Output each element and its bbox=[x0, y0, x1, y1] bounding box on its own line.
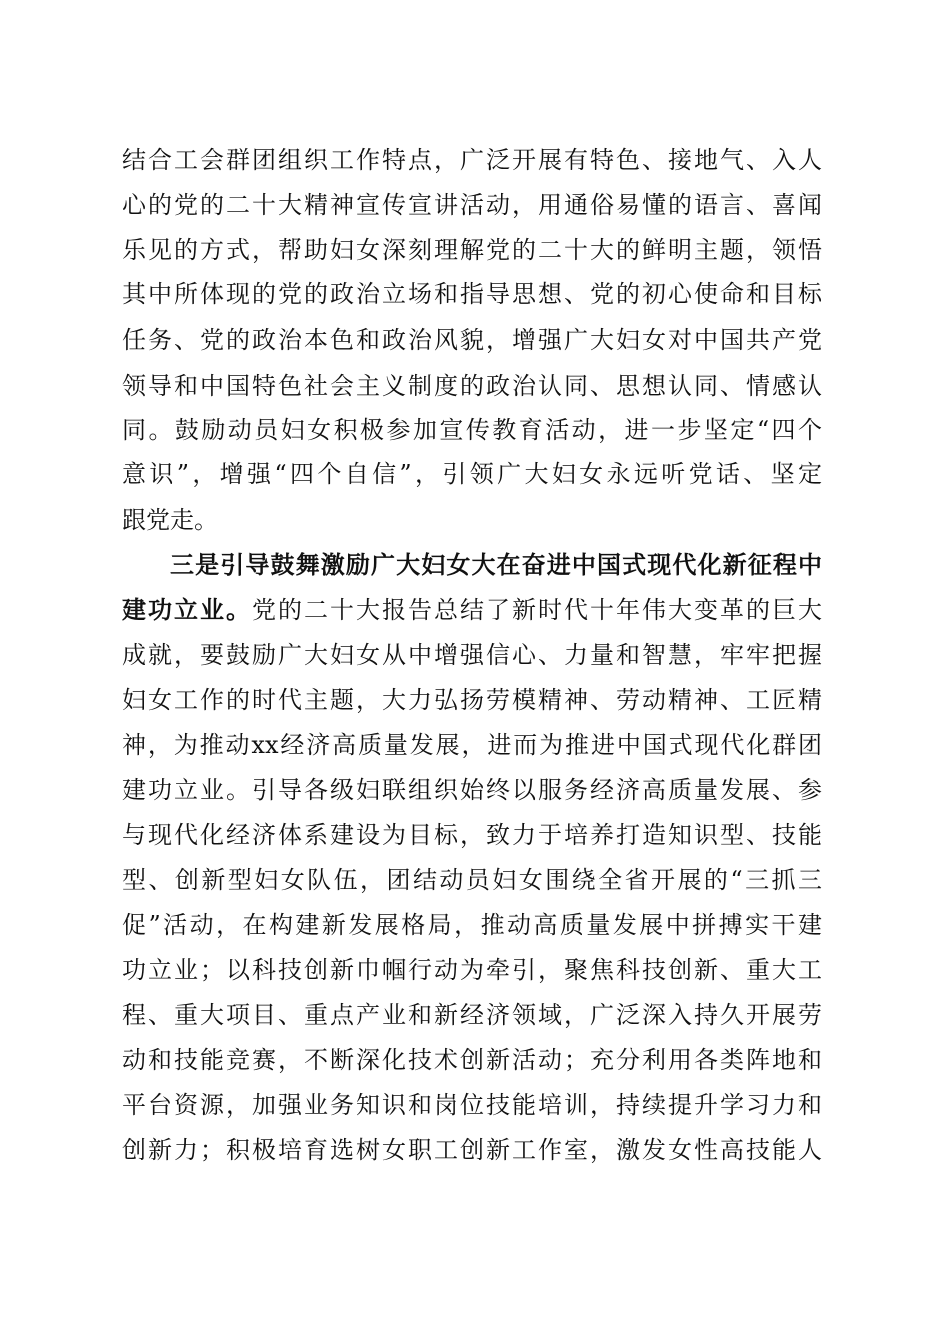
paragraph-1-line: 意识”，增强“四个自信”，引领广大妇女永远听党话、坚定 bbox=[122, 460, 822, 488]
paragraph-2-line: 平台资源，加强业务知识和岗位技能培训，持续提升学习力和 bbox=[122, 1091, 822, 1119]
paragraph-2-line: 功立业；以科技创新巾帼行动为牵引，聚焦科技创新、重大工 bbox=[122, 956, 822, 984]
paragraph-1-line: 其中所体现的党的政治立场和指导思想、党的初心使命和目标 bbox=[122, 280, 822, 308]
paragraph-2-line: 创新力；积极培育选树女职工创新工作室，激发女性高技能人 bbox=[122, 1136, 822, 1164]
paragraph-2-line-text: 党的二十大报告总结了新时代十年伟大变革的巨大 bbox=[252, 596, 822, 624]
paragraph-2-line: 型、创新型妇女队伍，团结动员妇女围绕全省开展的“三抓三 bbox=[122, 866, 822, 894]
paragraph-2-line: 成就，要鼓励广大妇女从中增强信心、力量和智慧，牢牢把握 bbox=[122, 641, 822, 669]
paragraph-2-heading-end: 建功立业。 bbox=[122, 595, 252, 624]
paragraph-2-line: 程、重大项目、重点产业和新经济领域，广泛深入持久开展劳 bbox=[122, 1001, 822, 1029]
paragraph-2-line: 建功立业。引导各级妇联组织始终以服务经济高质量发展、参 bbox=[122, 776, 822, 804]
paragraph-1-line: 结合工会群团组织工作特点，广泛开展有特色、接地气、入人 bbox=[122, 146, 822, 174]
paragraph-1-line: 心的党的二十大精神宣传宣讲活动，用通俗易懂的语言、喜闻 bbox=[122, 191, 822, 219]
paragraph-2-heading: 三是引导鼓舞激励广大妇女大在奋进中国式现代化新征程中 bbox=[170, 550, 822, 579]
paragraph-2-line: 妇女工作的时代主题，大力弘扬劳模精神、劳动精神、工匠精 bbox=[122, 686, 822, 714]
paragraph-2-line: 与现代化经济体系建设为目标，致力于培养打造知识型、技能 bbox=[122, 821, 822, 849]
paragraph-1-line: 跟党走。 bbox=[122, 506, 218, 534]
paragraph-2-line: 动和技能竞赛，不断深化技术创新活动；充分利用各类阵地和 bbox=[122, 1046, 822, 1074]
paragraph-2-line: 促”活动，在构建新发展格局，推动高质量发展中拼搏实干建 bbox=[122, 911, 822, 939]
paragraph-1-line: 领导和中国特色社会主义制度的政治认同、思想认同、情感认 bbox=[122, 372, 822, 400]
paragraph-1-line: 同。鼓励动员妇女积极参加宣传教育活动，进一步坚定“四个 bbox=[122, 416, 822, 444]
paragraph-2-line: 神，为推动xx经济高质量发展，进而为推进中国式现代化群团 bbox=[122, 731, 822, 759]
paragraph-1-line: 任务、党的政治本色和政治风貌，增强广大妇女对中国共产党 bbox=[122, 326, 822, 354]
paragraph-2-line bbox=[122, 588, 822, 632]
paragraph-1-line: 乐见的方式，帮助妇女深刻理解党的二十大的鲜明主题，领悟 bbox=[122, 236, 822, 264]
